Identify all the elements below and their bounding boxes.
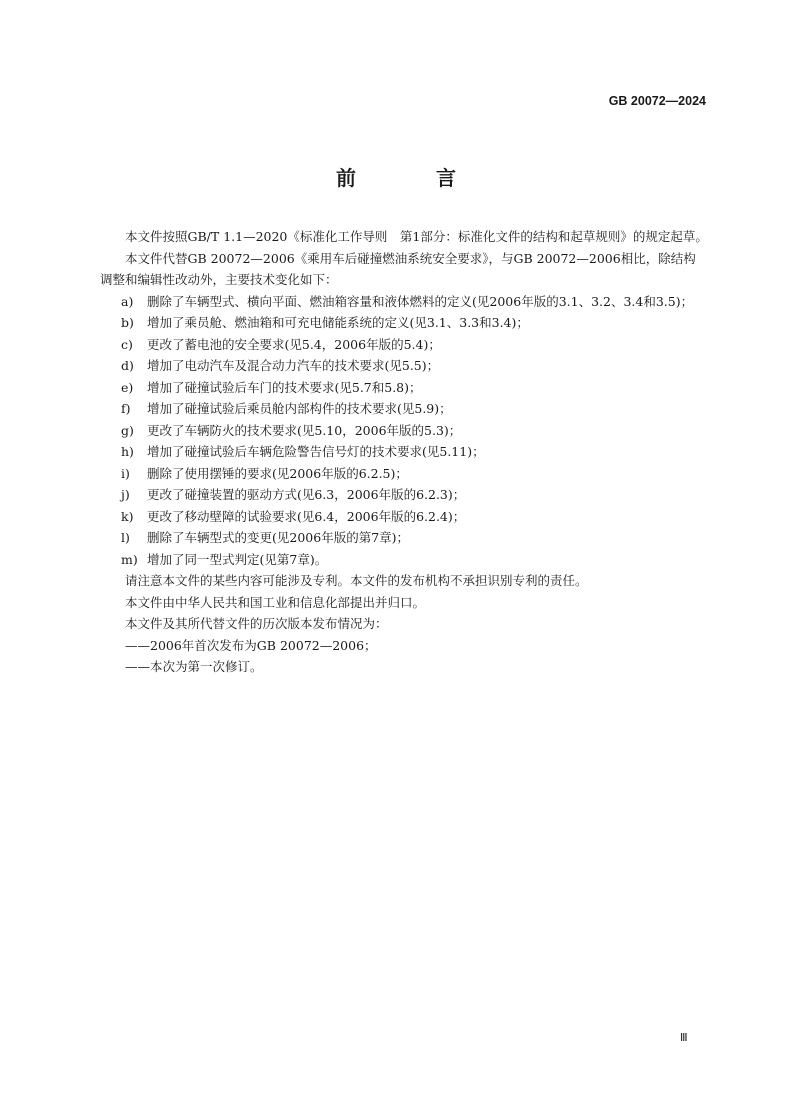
list-item xyxy=(100,549,708,571)
list-item-text: 增加了同一型式判定(见第7章)。 xyxy=(147,551,328,567)
list-item-text: 更改了车辆防火的技术要求(见5.10，2006年版的5.3)； xyxy=(147,422,462,438)
list-item xyxy=(100,355,708,377)
paragraph-replacement: 本文件代替GB 20072—2006《乘用车后碰撞燃油系统安全要求》，与GB 20072—2006相比，除结构调整和编辑性改动外，主要技术变化如下： xyxy=(100,250,696,287)
list-item-label: i) xyxy=(121,465,130,481)
standard-code: GB 20072—2024 xyxy=(608,94,706,108)
list-item-label: e) xyxy=(121,379,134,395)
list-item xyxy=(100,377,708,399)
list-item-label: k) xyxy=(121,508,134,524)
list-item xyxy=(100,312,708,334)
list-item-text: 删除了车辆型式的变更(见2006年版的第7章)； xyxy=(147,530,410,545)
list-item-label: b) xyxy=(121,315,134,330)
list-item xyxy=(100,463,708,485)
list-item-text: 增加了乘员舱、燃油箱和可充电储能系统的定义(见3.1、3.3和3.4)； xyxy=(147,315,529,330)
foreword-body xyxy=(100,226,708,678)
list-item-text: 更改了蓄电池的安全要求(见5.4，2006年版的5.4)； xyxy=(147,336,441,352)
changes-list xyxy=(100,291,708,571)
list-item-label: f) xyxy=(121,401,131,416)
list-item-text: 更改了碰撞装置的驱动方式(见6.3，2006年版的6.2.3)； xyxy=(147,487,466,502)
paragraph-proposer: 本文件由中华人民共和国工业和信息化部提出并归口。 xyxy=(125,594,426,610)
list-item-text: 删除了使用摆锤的要求(见2006年版的6.2.5)； xyxy=(147,465,408,481)
list-item-label: c) xyxy=(121,336,133,352)
list-item-label: l) xyxy=(121,530,130,545)
list-item-label: j) xyxy=(121,487,130,502)
page-number: Ⅲ xyxy=(680,1031,688,1044)
list-item xyxy=(100,291,708,313)
list-item xyxy=(100,527,708,549)
paragraph-patent-notice: 请注意本文件的某些内容可能涉及专利。本文件的发布机构不承担识别专利的责任。 xyxy=(125,573,588,588)
list-item-label: h) xyxy=(121,444,134,459)
list-item-text: 增加了碰撞试验后乘员舱内部构件的技术要求(见5.9)； xyxy=(147,401,452,416)
paragraph-history-first: ——2006年首次发布为GB 20072—2006； xyxy=(125,637,377,653)
list-item xyxy=(100,441,708,463)
list-item-text: 删除了车辆型式、横向平面、燃油箱容量和液体燃料的定义(见2006年版的3.1、3.2、3.4和3.5)； xyxy=(147,293,694,309)
list-item-label: a) xyxy=(121,293,134,309)
list-item-text: 增加了碰撞试验后车门的技术要求(见5.7和5.8)； xyxy=(147,379,422,395)
list-item-text: 增加了碰撞试验后车辆危险警告信号灯的技术要求(见5.11)； xyxy=(147,444,485,459)
list-item-label: d) xyxy=(121,358,134,373)
page-title: 前 言 xyxy=(336,166,486,190)
list-item-text: 更改了移动壁障的试验要求(见6.4，2006年版的6.2.4)； xyxy=(147,508,466,524)
list-item xyxy=(100,484,708,506)
list-item xyxy=(100,420,708,442)
list-item-label: g) xyxy=(121,422,134,438)
list-item-text: 增加了电动汽车及混合动力汽车的技术要求(见5.5)； xyxy=(147,358,440,373)
paragraph-history-intro: 本文件及其所代替文件的历次版本发布情况为： xyxy=(125,616,388,631)
list-item xyxy=(100,506,708,528)
paragraph-drafting-rules: 本文件按照GB/T 1.1—2020《标准化工作导则 第1部分：标准化文件的结构和起草规则》的规定起草。 xyxy=(125,229,708,244)
paragraph-history-revision: ——本次为第一次修订。 xyxy=(125,659,263,674)
list-item-label: m) xyxy=(121,551,138,567)
list-item xyxy=(100,398,708,420)
list-item xyxy=(100,334,708,356)
